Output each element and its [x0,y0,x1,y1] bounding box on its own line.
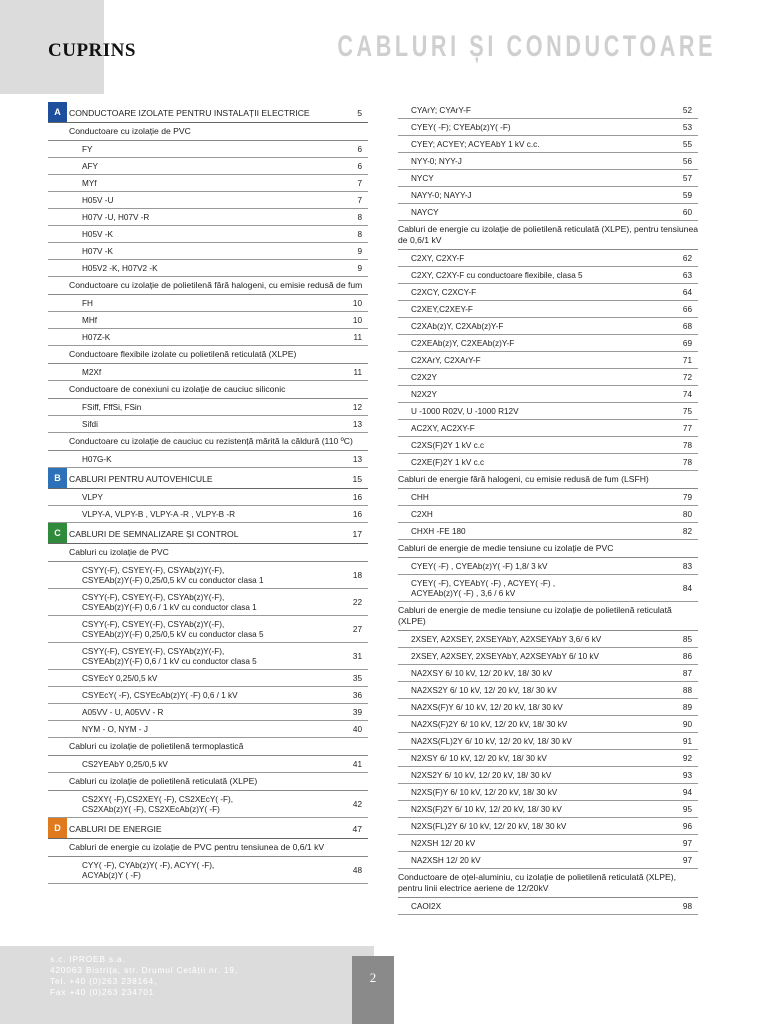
entry-page: 16 [352,493,362,502]
toc-entry[interactable] [398,102,698,119]
entry-page: 63 [682,271,692,280]
entry-title: H07G-K [82,455,112,464]
entry-title: C2XS(F)2Y 1 kV c.c [411,441,485,450]
entry-title: C2XArY, C2XArY-F [411,356,481,365]
entry-page: 31 [352,652,362,661]
entry-page: 12 [352,403,362,412]
entry-page: 59 [682,191,692,200]
section-header[interactable] [48,523,368,544]
toc-entry[interactable] [48,721,368,738]
entry-page: 11 [353,368,362,377]
entry-page: 42 [352,800,362,809]
entry-title: N2X2Y [411,390,437,399]
entry-title [411,579,555,599]
entry-title: NA2XSY 6/ 10 kV, 12/ 20 kV, 18/ 30 kV [411,669,553,678]
toc-entry[interactable] [48,451,368,468]
entry-line: CSYY(-F), CSYEY(-F), CSYAb(z)Y(-F), [82,566,225,575]
entry-page: 74 [682,390,692,399]
entry-title: H07Z-K [82,333,111,342]
entry-title: CHXH -FE 180 [411,527,466,536]
entry-title: H07V -K [82,247,113,256]
entry-title: CYEY( -F) , CYEAb(z)Y( -F) 1,8/ 3 kV [411,562,548,571]
entry-page: 75 [682,407,692,416]
entry-line: ACYEAb(z)Y( -F) , 3,6 / 6 kV [411,589,516,598]
entry-page: 18 [352,571,362,580]
entry-page: 62 [682,254,692,263]
entry-title [82,593,257,613]
page-number: 2 [369,970,377,985]
entry-page: 94 [682,788,692,797]
entry-title: NA2XS(FL)2Y 6/ 10 kV, 12/ 20 kV, 18/ 30 kV [411,737,572,746]
entry-page: 9 [357,264,362,273]
entry-title: CYArY; CYArY-F [411,106,471,115]
entry-title: CSYEcY 0,25/0,5 kV [82,674,158,683]
toc-entry[interactable] [398,170,698,187]
toc-entry[interactable] [398,665,698,682]
toc-right-column [398,102,698,915]
street-address: 420063 Bistrița, str. Drumul Cetății nr. 19, [50,965,238,975]
entry-title: 2XSEY, A2XSEY, 2XSEYAbY, A2XSEYAbY 6/ 10 kV [411,652,599,661]
entry-page: 6 [357,145,362,154]
entry-title: H05V -K [82,230,113,239]
entry-title: VLPY [82,493,103,502]
entry-page: 90 [682,720,692,729]
entry-title: N2XSY 6/ 10 kV, 12/ 20 kV, 18/ 30 kV [411,754,547,763]
toc-entry[interactable] [398,420,698,437]
entry-page: 53 [682,123,692,132]
entry-title: U -1000 R02V, U -1000 R12V [411,407,519,416]
entry-title: NYCY [411,174,434,183]
toc-entry[interactable] [398,301,698,318]
entry-title: H07V -U, H07V -R [82,213,150,222]
toc-entry[interactable] [48,192,368,209]
toc-entry[interactable] [48,506,368,523]
entry-page: 91 [682,737,692,746]
entry-page: 93 [682,771,692,780]
entry-page: 13 [352,455,362,464]
entry-page: 78 [682,441,692,450]
entry-page: 13 [352,420,362,429]
section-title: CABLURI DE ENERGIE [69,824,162,834]
entry-title: FSiff, FffSi, FSin [82,403,142,412]
toc-entry[interactable] [48,175,368,192]
toc-entry[interactable] [398,767,698,784]
toc-entry[interactable] [48,243,368,260]
entry-title [82,620,264,640]
entry-title: C2XY, C2XY-F cu conductoare flexibile, clasa 5 [411,271,583,280]
entry-title: CS2YEAbY 0,25/0,5 kV [82,760,168,769]
toc-entry[interactable] [398,898,698,915]
entry-page: 8 [357,230,362,239]
toc-entry[interactable] [48,260,368,277]
entry-title: NAYCY [411,208,439,217]
toc-entry[interactable] [48,643,368,670]
entry-page: 56 [682,157,692,166]
toc-entry[interactable] [48,489,368,506]
toc-entry[interactable] [398,682,698,699]
toc-entry[interactable] [48,226,368,243]
entry-page: 60 [682,208,692,217]
company-address [50,954,238,998]
toc-entry[interactable] [48,364,368,381]
toc-entry[interactable] [398,369,698,386]
entry-line: CS2XY( -F),CS2XEY( -F), CS2XEcY( -F), [82,795,234,804]
toc-entry[interactable] [48,295,368,312]
entry-page: 9 [357,247,362,256]
entry-line: CSYY(-F), CSYEY(-F), CSYAb(z)Y(-F), [82,593,225,602]
entry-page: 71 [682,356,692,365]
entry-page: 39 [352,708,362,717]
entry-page: 10 [352,299,362,308]
toc-entry[interactable] [398,267,698,284]
section-header[interactable] [48,102,368,123]
page-number-box [352,956,394,1024]
toc-entry[interactable] [398,119,698,136]
entry-page: 85 [682,635,692,644]
entry-title: NA2XS2Y 6/ 10 kV, 12/ 20 kV, 18/ 30 kV [411,686,557,695]
entry-page: 88 [682,686,692,695]
entry-title: Sifdi [82,420,98,429]
section-header[interactable] [48,468,368,489]
section-letter: A [48,102,67,122]
entry-page: 36 [352,691,362,700]
subsection-title: Cabluri cu izolație de polietilenă termoplastică [48,738,368,756]
toc-entry[interactable] [398,750,698,767]
toc-entry[interactable] [398,352,698,369]
subsection-title: Conductoare de oțel-aluminiu, cu izolație de polietilenă reticulată (XLPE), pentru linii electrice aeriene de 12/20kV [398,869,698,898]
entry-title: C2XEY,C2XEY-F [411,305,473,314]
entry-title [82,566,264,586]
toc-entry[interactable] [398,699,698,716]
entry-title: AC2XY, AC2XY-F [411,424,475,433]
subsection-title: Conductoare cu izolație de polietilenă fără halogeni, cu emisie redusă de fum [48,277,368,295]
subsection-title: Cabluri cu izolație de PVC [48,544,368,562]
entry-page: 16 [352,510,362,519]
entry-title: CAOI2X [411,902,442,911]
entry-title: C2XAb(z)Y, C2XAb(z)Y-F [411,322,504,331]
toc-entry[interactable] [48,562,368,589]
toc-entry[interactable] [48,687,368,704]
entry-title: H05V2 -K, H07V2 -K [82,264,158,273]
toc-entry[interactable] [48,312,368,329]
toc-entry[interactable] [48,329,368,346]
toc-entry[interactable] [398,784,698,801]
toc-entry[interactable] [398,716,698,733]
subsection-title: Cabluri de energie de medie tensiune cu izolație de PVC [398,540,698,558]
section-page: 5 [357,108,362,118]
toc-entry[interactable] [398,153,698,170]
entry-title [82,861,214,881]
entry-page: 89 [682,703,692,712]
toc-entry[interactable] [48,791,368,818]
toc-entry[interactable] [398,852,698,869]
entry-title: C2XEAb(z)Y, C2XEAb(z)Y-F [411,339,515,348]
subsection-title: Cabluri de energie fără halogeni, cu emisie redusă de fum (LSFH) [398,471,698,489]
section-page: 17 [352,529,362,539]
section-page: 15 [352,474,362,484]
entry-title: AFY [82,162,98,171]
entry-title: NYY-0; NYY-J [411,157,462,166]
entry-page: 7 [357,196,362,205]
toc-entry[interactable] [48,209,368,226]
entry-page: 57 [682,174,692,183]
entry-title: C2XCY, C2XCY-F [411,288,477,297]
entry-page: 27 [352,625,362,634]
section-title: CABLURI PENTRU AUTOVEHICULE [69,474,213,484]
entry-line: CSYEAb(z)Y(-F) 0,6 / 1 kV cu conductor clasa 5 [82,657,257,666]
entry-page: 40 [352,725,362,734]
toc-entry[interactable] [398,437,698,454]
toc-entry[interactable] [48,399,368,416]
toc-entry[interactable] [48,704,368,721]
entry-page: 69 [682,339,692,348]
toc-entry[interactable] [398,136,698,153]
section-letter: B [48,468,67,488]
toc-entry[interactable] [398,187,698,204]
entry-title: N2XS(F)2Y 6/ 10 kV, 12/ 20 kV, 18/ 30 kV [411,805,562,814]
toc-entry[interactable] [398,335,698,352]
entry-title: 2XSEY, A2XSEY, 2XSEYAbY, A2XSEYAbY 3,6/ 6 kV [411,635,602,644]
entry-page: 78 [682,458,692,467]
entry-page: 98 [682,902,692,911]
toc-entry[interactable] [398,204,698,221]
entry-title [82,647,257,667]
entry-title: CHH [411,493,429,502]
toc-entry[interactable] [398,818,698,835]
entry-title: C2XE(F)2Y 1 kV c.c [411,458,485,467]
entry-line: CSYEAb(z)Y(-F) 0,25/0,5 kV cu conductor clasa 5 [82,630,264,639]
entry-title: NYM - O, NYM - J [82,725,148,734]
entry-title: A05VV - U, A05VV - R [82,708,164,717]
toc-entry[interactable] [48,756,368,773]
entry-line: ACYAb(z)Y ( -F) [82,871,141,880]
subsection-title: Cabluri de energie cu izolație de polietilenă reticulată (XLPE), pentru tensiunea de 0,6/1 kV [398,221,698,250]
toc-entry[interactable] [48,141,368,158]
toc-entry[interactable] [48,857,368,884]
toc-entry[interactable] [48,158,368,175]
entry-title [82,795,233,815]
entry-line: CSYY(-F), CSYEY(-F), CSYAb(z)Y(-F), [82,620,225,629]
entry-title: N2XS2Y 6/ 10 kV, 12/ 20 kV, 18/ 30 kV [411,771,552,780]
toc-entry[interactable] [398,250,698,267]
entry-line: CSYY(-F), CSYEY(-F), CSYAb(z)Y(-F), [82,647,225,656]
entry-page: 68 [682,322,692,331]
entry-title: NAYY-0; NAYY-J [411,191,472,200]
entry-page: 64 [682,288,692,297]
entry-title: NA2XS(F)Y 6/ 10 kV, 12/ 20 kV, 18/ 30 kV [411,703,563,712]
toc-entry[interactable] [398,386,698,403]
subsection-title: Conductoare de conexiuni cu izolație de cauciuc siliconic [48,381,368,399]
entry-line: CYEY( -F), CYEAbY( -F) , ACYEY( -F) , [411,579,556,588]
entry-title: CYEY( -F); CYEAb(z)Y( -F) [411,123,511,132]
subsection-title: Cabluri de energie de medie tensiune cu izolație de polietilenă reticulată (XLPE) [398,602,698,631]
company-name: s.c. IPROEB s.a. [50,954,126,964]
entry-line: CSYEAb(z)Y(-F) 0,6 / 1 kV cu conductor clasa 1 [82,603,257,612]
toc-entry[interactable] [398,523,698,540]
section-title: CABLURI DE SEMNALIZARE ȘI CONTROL [69,529,239,539]
entry-title: CSYEcY( -F), CSYEcAb(z)Y( -F) 0,6 / 1 kV [82,691,238,700]
entry-title: FH [82,299,93,308]
subsection-title: Conductoare cu izolație de PVC [48,123,368,141]
entry-page: 97 [682,839,692,848]
entry-page: 8 [357,213,362,222]
entry-page: 41 [352,760,362,769]
entry-page: 80 [682,510,692,519]
entry-title: C2X2Y [411,373,437,382]
section-header[interactable] [48,818,368,839]
entry-title: N2XS(F)Y 6/ 10 kV, 12/ 20 kV, 18/ 30 kV [411,788,558,797]
entry-page: 10 [352,316,362,325]
entry-title: VLPY-A, VLPY-B , VLPY-A -R , VLPY-B -R [82,510,236,519]
entry-page: 48 [352,866,362,875]
section-title: CONDUCTOARE IZOLATE PENTRU INSTALAȚII ELECTRICE [69,108,310,118]
entry-page: 87 [682,669,692,678]
toc-entry[interactable] [398,403,698,420]
page-heading: CUPRINS [48,40,136,61]
toc-entry[interactable] [48,416,368,433]
entry-page: 11 [353,333,362,342]
entry-page: 79 [682,493,692,502]
toc-entry[interactable] [398,318,698,335]
toc-entry[interactable] [398,733,698,750]
section-page: 47 [352,824,362,834]
entry-page: 97 [682,856,692,865]
entry-line: CSYEAb(z)Y(-F) 0,25/0,5 kV cu conductor clasa 1 [82,576,264,585]
toc-entry[interactable] [398,506,698,523]
entry-page: 86 [682,652,692,661]
toc-entry[interactable] [398,835,698,852]
entry-page: 77 [682,424,692,433]
entry-title: NA2XS(F)2Y 6/ 10 kV, 12/ 20 kV, 18/ 30 kV [411,720,568,729]
entry-page: 84 [682,584,692,593]
section-letter: C [48,523,67,543]
entry-page: 7 [357,179,362,188]
entry-title: MHf [82,316,98,325]
entry-page: 83 [682,562,692,571]
toc-entry[interactable] [398,489,698,506]
entry-page: 82 [682,527,692,536]
catalog-title: CABLURI ȘI CONDUCTOARE [337,30,716,63]
phone: Tel. +40 (0)263 238164, [50,976,158,986]
toc-entry[interactable] [398,801,698,818]
subsection-title: Conductoare cu izolație de cauciuc cu rezistență mărită la căldură (110 ºC) [48,433,368,451]
entry-title: H05V -U [82,196,114,205]
toc-entry[interactable] [398,284,698,301]
entry-title: NA2XSH 12/ 20 kV [411,856,481,865]
fax: Fax +40 (0)263 234701 [50,987,155,997]
entry-title: M2Xf [82,368,102,377]
subsection-title: Cabluri de energie cu izolație de PVC pentru tensiunea de 0,6/1 kV [48,839,368,857]
entry-title: CYEY; ACYEY; ACYEAbY 1 kV c.c. [411,140,540,149]
entry-page: 22 [352,598,362,607]
toc-entry[interactable] [398,558,698,575]
entry-title: C2XY, C2XY-F [411,254,465,263]
toc-entry[interactable] [48,670,368,687]
entry-title: N2XSH 12/ 20 kV [411,839,476,848]
entry-line: CYY( -F), CYAb(z)Y( -F), ACYY( -F), [82,861,215,870]
entry-page: 35 [352,674,362,683]
entry-page: 52 [682,106,692,115]
toc-entry[interactable] [48,589,368,616]
subsection-title: Conductoare flexibile izolate cu polietilenă reticulată (XLPE) [48,346,368,364]
toc-entry[interactable] [398,631,698,648]
entry-title: N2XS(FL)2Y 6/ 10 kV, 12/ 20 kV, 18/ 30 kV [411,822,567,831]
entry-page: 95 [682,805,692,814]
section-letter: D [48,818,67,838]
toc-entry[interactable] [48,616,368,643]
entry-page: 55 [682,140,692,149]
entry-title: FY [82,145,93,154]
entry-page: 72 [682,373,692,382]
entry-page: 92 [682,754,692,763]
subsection-title: Cabluri cu izolație de polietilenă reticulată (XLPE) [48,773,368,791]
entry-title: C2XH [411,510,433,519]
toc-entry[interactable] [398,575,698,602]
toc-entry[interactable] [398,454,698,471]
entry-line: CS2XAb(z)Y( -F), CS2XEcAb(z)Y( -F) [82,805,220,814]
entry-page: 66 [682,305,692,314]
entry-title: MYf [82,179,97,188]
toc-left-column [48,102,368,884]
toc-entry[interactable] [398,648,698,665]
entry-page: 6 [357,162,362,171]
entry-page: 96 [682,822,692,831]
